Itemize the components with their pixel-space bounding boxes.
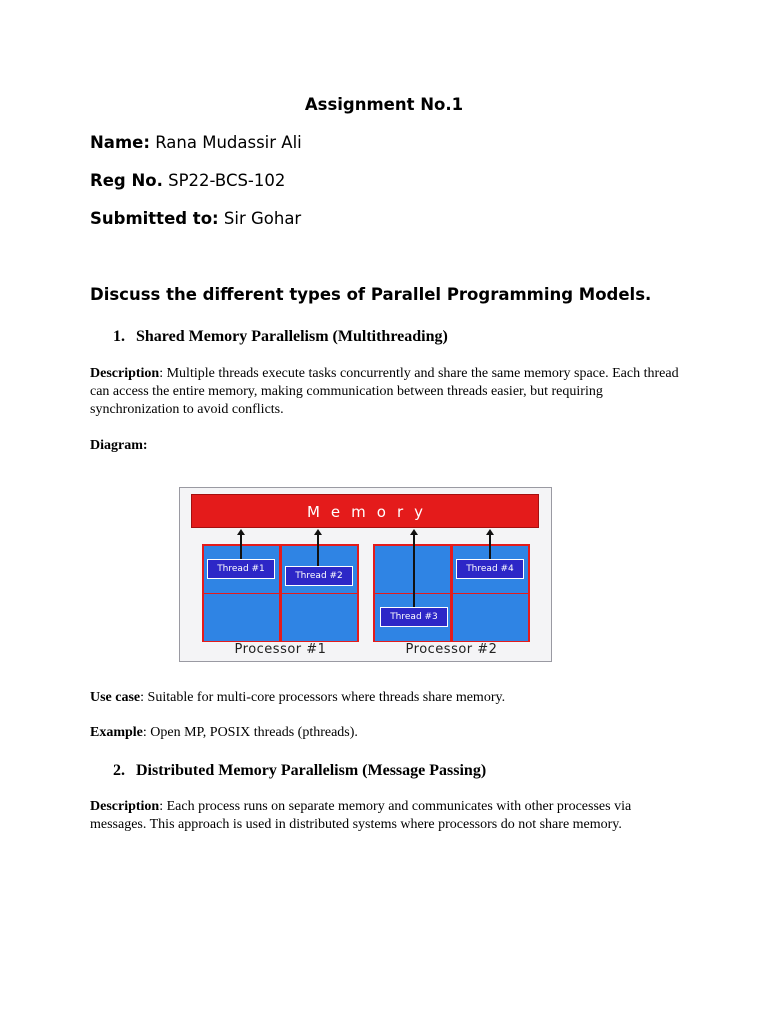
submitted-line [90, 209, 301, 228]
arrow-up-icon [314, 529, 322, 535]
diagram-label-text: Diagram: [90, 438, 148, 453]
memory-bar: Memory [191, 494, 539, 528]
section2-title: Distributed Memory Parallelism (Message Passing) [136, 762, 487, 779]
arrow-line [413, 532, 415, 608]
arrow-up-icon [237, 529, 245, 535]
section1-description [90, 365, 690, 419]
section2-description-label: Description [90, 799, 160, 814]
arrow-up-icon [410, 529, 418, 535]
name-line [90, 133, 302, 152]
thread-4-box: Thread #4 [456, 559, 524, 579]
processor-1-cell [204, 594, 279, 641]
processor-2-label: Processor #2 [405, 642, 498, 657]
usecase-label: Use case [90, 690, 141, 705]
processor-1-cell [282, 594, 357, 641]
name-value: Rana Mudassir Ali [155, 133, 302, 152]
example-label: Example [90, 725, 143, 740]
processor-2-cell [453, 594, 528, 641]
section1-usecase [90, 689, 690, 707]
section1-description-text: : Multiple threads execute tasks concurrently and share the same memory space. Each thread can access the entire memory, making communication between threads easier, but requiring synchronization to avoid conflicts. [90, 366, 679, 417]
section1-title: Shared Memory Parallelism (Multithreading) [136, 328, 448, 345]
question-heading: Discuss the different types of Parallel Programming Models. [90, 285, 652, 304]
section2-description [90, 798, 690, 834]
shared-memory-diagram [179, 487, 552, 662]
reg-value: SP22-BCS-102 [168, 171, 286, 190]
arrow-line [317, 532, 319, 567]
thread-2-box: Thread #2 [285, 566, 353, 586]
section1-example [90, 724, 690, 742]
example-text: : Open MP, POSIX threads (pthreads). [142, 725, 358, 740]
section1-number: 1. [113, 328, 125, 345]
diagram-label [90, 437, 690, 455]
arrow-line [240, 532, 242, 560]
processor-1-label: Processor #1 [234, 642, 327, 657]
section2-number: 2. [113, 762, 125, 779]
reg-line [90, 171, 285, 190]
thread-3-box: Thread #3 [380, 607, 448, 627]
usecase-text: : Suitable for multi-core processors where threads share memory. [140, 690, 506, 705]
thread-1-box: Thread #1 [207, 559, 275, 579]
arrow-up-icon [486, 529, 494, 535]
submitted-label: Submitted to: [90, 209, 219, 228]
assignment-title: Assignment No.1 [304, 95, 464, 114]
arrow-line [489, 532, 491, 560]
section1-description-label: Description [90, 366, 160, 381]
section2-heading [113, 762, 486, 780]
submitted-value: Sir Gohar [223, 209, 302, 228]
section2-description-text: : Each process runs on separate memory and communicates with other processes via messages. This approach is used in distributed systems where processors do not share memory. [90, 799, 632, 832]
name-label: Name: [90, 133, 150, 152]
section1-heading [113, 328, 448, 346]
reg-label: Reg No. [90, 171, 163, 190]
